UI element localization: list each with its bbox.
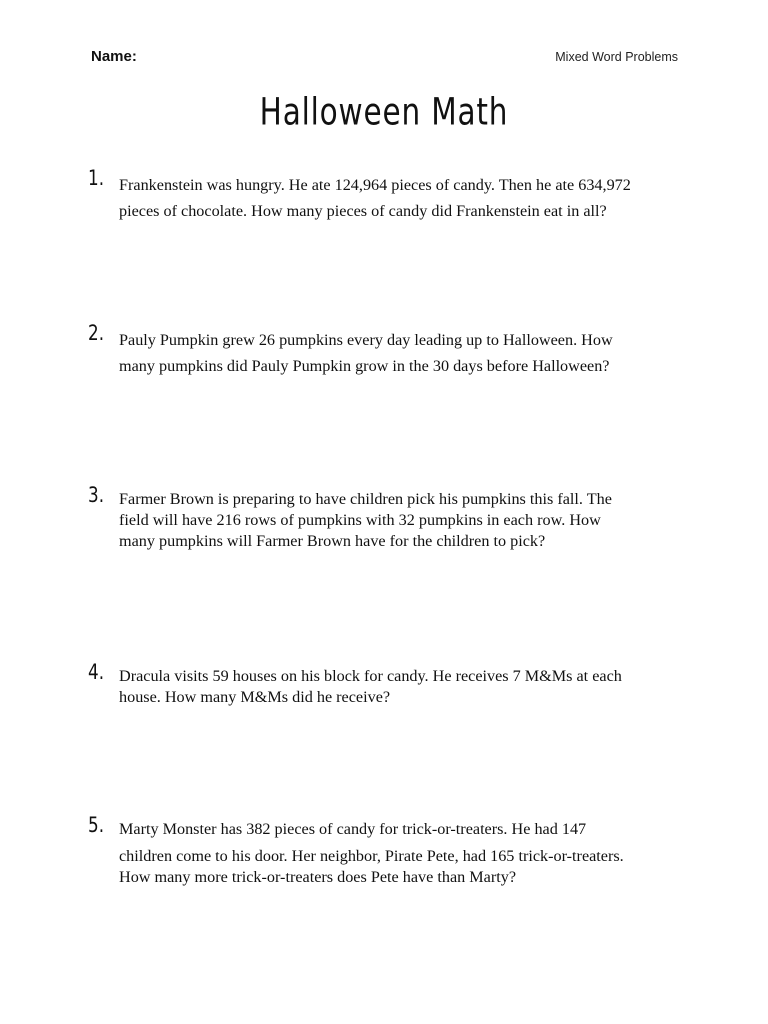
page-title: Halloween Math <box>259 90 509 135</box>
problem-line: field will have 216 rows of pumpkins with 32 pumpkins in each row. How <box>119 511 601 529</box>
problem-line: pieces of chocolate. How many pieces of candy did Frankenstein eat in all? <box>119 202 607 220</box>
problem-number: 5. <box>88 813 105 837</box>
problem-line: Farmer Brown is preparing to have children pick his pumpkins this fall. The <box>119 490 612 508</box>
problem-text <box>119 819 699 888</box>
worksheet-subject: Mixed Word Problems <box>555 50 678 64</box>
problem-number: 1. <box>88 166 105 190</box>
problem-number: 4. <box>88 660 105 684</box>
name-label: Name: <box>91 48 137 65</box>
problem-line: Pauly Pumpkin grew 26 pumpkins every day leading up to Halloween. How <box>119 331 613 349</box>
problem-text <box>119 666 699 708</box>
problem-line: many pumpkins will Farmer Brown have for the children to pick? <box>119 532 546 550</box>
problem-text <box>119 172 699 224</box>
problem-line: children come to his door. Her neighbor, Pirate Pete, had 165 trick-or-treaters. <box>119 847 624 865</box>
problem-line: Dracula visits 59 houses on his block for candy. He receives 7 M&Ms at each <box>119 667 622 685</box>
problem-line: house. How many M&Ms did he receive? <box>119 688 391 706</box>
problem-number: 2. <box>88 321 105 345</box>
problem-text <box>119 327 699 379</box>
problem-line: How many more trick-or-treaters does Pete have than Marty? <box>119 868 517 886</box>
problem-line: many pumpkins did Pauly Pumpkin grow in the 30 days before Halloween? <box>119 357 610 375</box>
problem-number: 3. <box>88 483 105 507</box>
problem-line: Marty Monster has 382 pieces of candy for trick-or-treaters. He had 147 <box>119 820 587 838</box>
problem-text <box>119 489 699 552</box>
problem-line: Frankenstein was hungry. He ate 124,964 pieces of candy. Then he ate 634,972 <box>119 176 631 194</box>
